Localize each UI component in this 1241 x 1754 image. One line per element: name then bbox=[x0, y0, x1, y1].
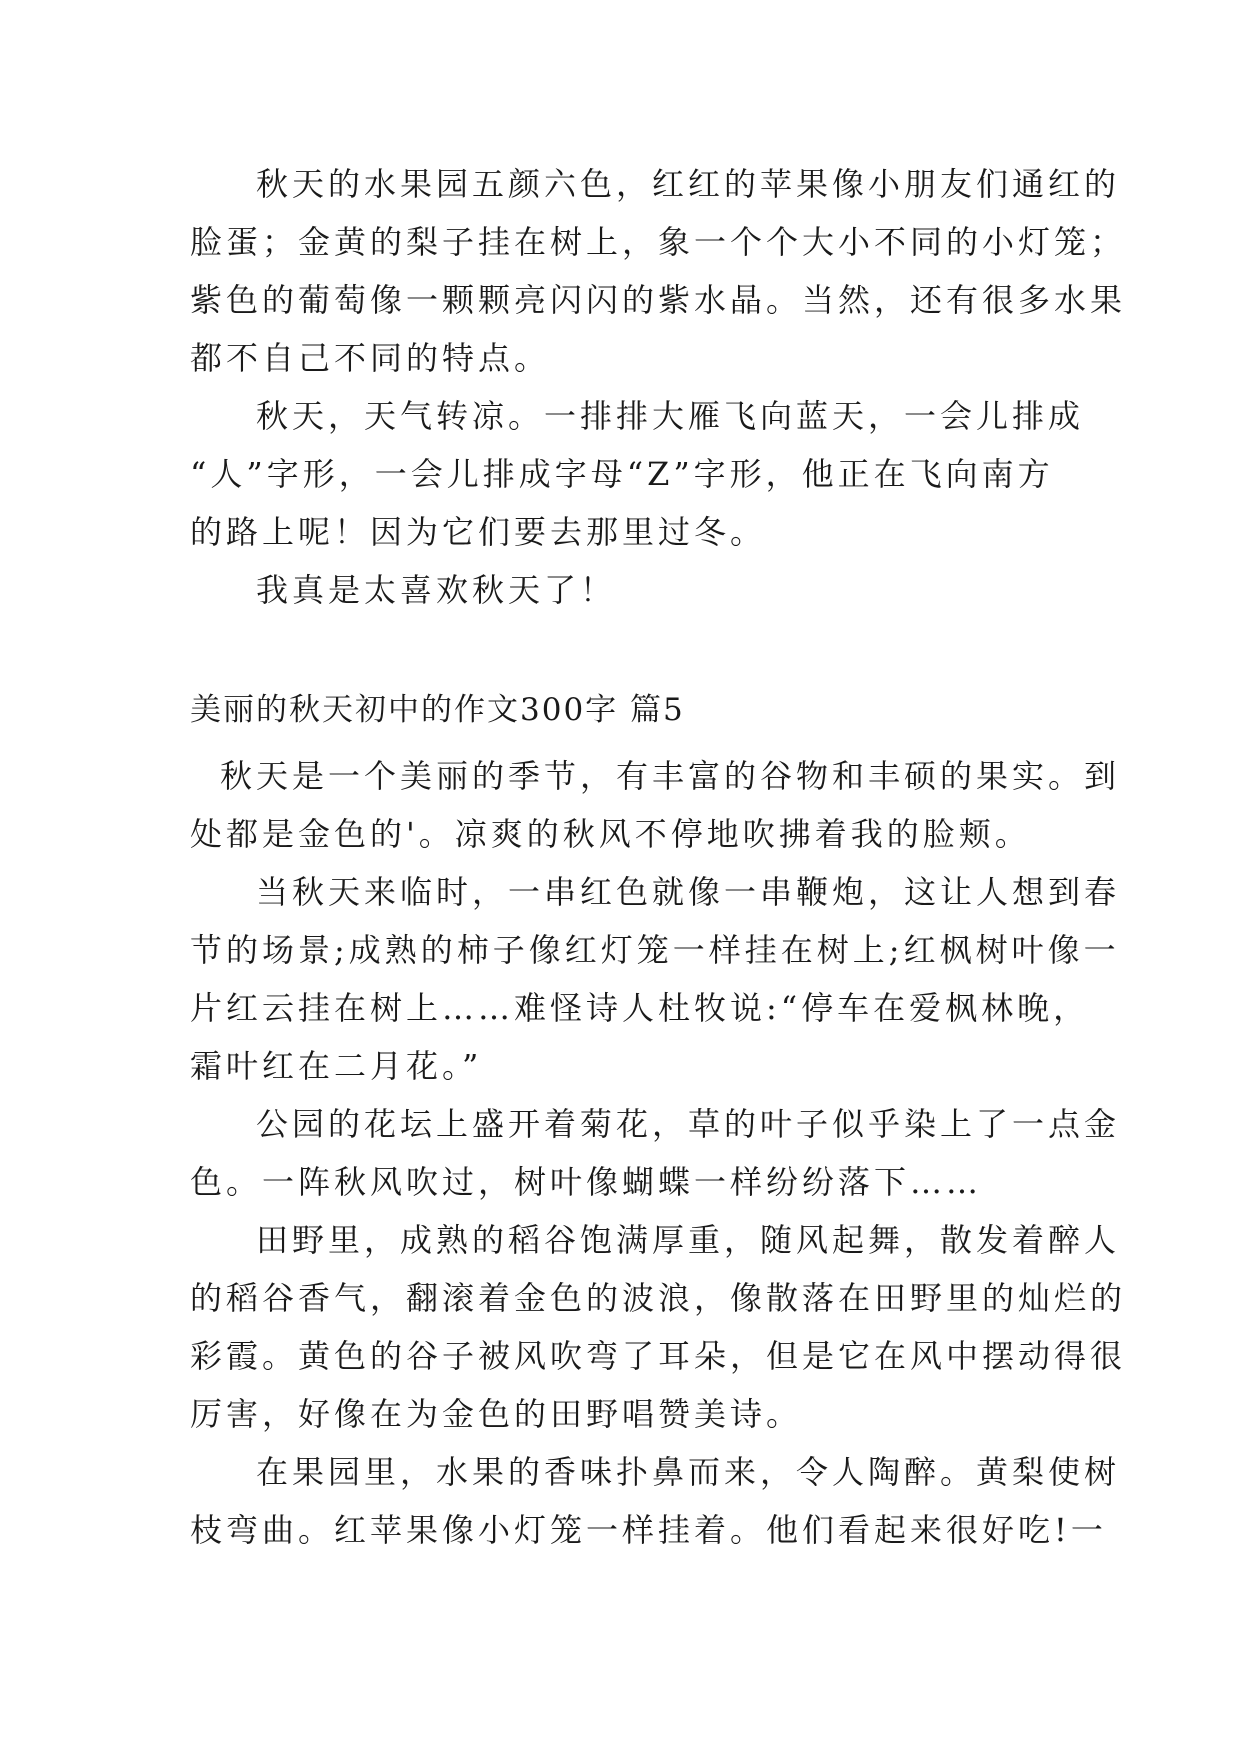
text-line: 秋天的水果园五颜六色，红红的苹果像小朋友们通红的 bbox=[256, 165, 1121, 203]
text-line: 紫色的葡萄像一颗颗亮闪闪的紫水晶。当然，还有很多水果 bbox=[190, 281, 1127, 319]
text-line: 节的场景;成熟的柿子像红灯笼一样挂在树上;红枫树叶像一 bbox=[190, 931, 1120, 969]
text-line: 的稻谷香气，翻滚着金色的波浪，像散落在田野里的灿烂的 bbox=[190, 1279, 1127, 1317]
paragraph-6 bbox=[190, 1095, 1121, 1211]
paragraph-4 bbox=[190, 747, 1121, 863]
text-line: 都不自己不同的特点。 bbox=[190, 339, 551, 377]
text-line: 彩霞。黄色的谷子被风吹弯了耳朵，但是它在风中摆动得很 bbox=[190, 1337, 1127, 1375]
paragraph-5 bbox=[190, 863, 1121, 1095]
text-line: 田野里，成熟的稻谷饱满厚重，随风起舞，散发着醉人 bbox=[256, 1221, 1121, 1259]
text-line: 色。一阵秋风吹过，树叶像蝴蝶一样纷纷落下…… bbox=[190, 1163, 983, 1201]
paragraph-2 bbox=[190, 387, 1085, 561]
text-line: 处都是金色的'。凉爽的秋风不停地吹拂着我的脸颊。 bbox=[190, 815, 1031, 853]
text-line: 片红云挂在树上……难怪诗人杜牧说:“停车在爱枫林晚， bbox=[190, 989, 1090, 1027]
document-page bbox=[190, 155, 1127, 1559]
section-heading: 美丽的秋天初中的作文300字 篇5 bbox=[190, 692, 685, 728]
section-heading-block bbox=[190, 681, 1050, 739]
text-line: 厉害，好像在为金色的田野唱赞美诗。 bbox=[190, 1395, 803, 1433]
text-line: 公园的花坛上盛开着菊花，草的叶子似乎染上了一点金 bbox=[256, 1105, 1121, 1143]
text-line: 在果园里，水果的香味扑鼻而来，令人陶醉。黄梨使树 bbox=[256, 1453, 1121, 1491]
text-line: “人”字形，一会儿排成字母“Z”字形，他正在飞向南方 bbox=[190, 455, 1054, 493]
text-line: 我真是太喜欢秋天了！ bbox=[256, 571, 617, 609]
text-line: 枝弯曲。红苹果像小灯笼一样挂着。他们看起来很好吃!一 bbox=[190, 1511, 1107, 1549]
paragraph-8 bbox=[190, 1443, 1121, 1559]
paragraph-1 bbox=[190, 155, 1127, 387]
text-line: 当秋天来临时，一串红色就像一串鞭炮，这让人想到春 bbox=[256, 873, 1121, 911]
paragraph-7 bbox=[190, 1211, 1127, 1443]
text-line: 脸蛋；金黄的梨子挂在树上，象一个个大小不同的小灯笼； bbox=[190, 223, 1127, 261]
paragraph-3 bbox=[190, 561, 1050, 619]
text-line: 的路上呢！因为它们要去那里过冬。 bbox=[190, 513, 767, 551]
text-line: 秋天，天气转凉。一排排大雁飞向蓝天，一会儿排成 bbox=[256, 397, 1085, 435]
text-line: 秋天是一个美丽的季节，有丰富的谷物和丰硕的果实。到 bbox=[220, 757, 1121, 795]
text-line: 霜叶红在二月花。” bbox=[190, 1047, 483, 1085]
